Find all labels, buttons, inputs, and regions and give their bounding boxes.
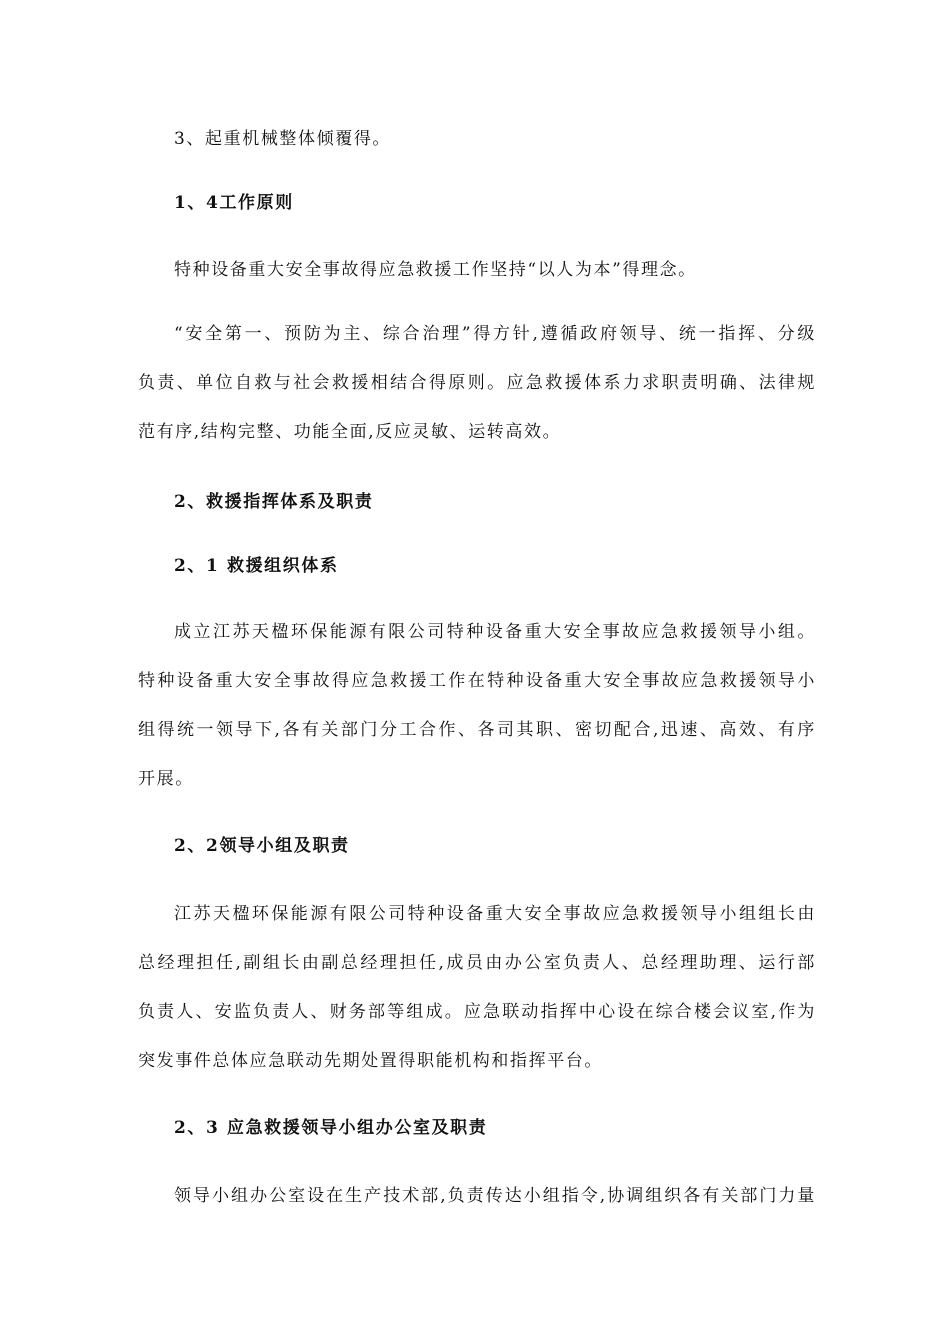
paragraph-line: 总经理担任,副组长由副总经理担任,成员由办公室负责人、总经理助理、运行部: [138, 953, 816, 973]
heading-text: 2、2领导小组及职责: [174, 836, 350, 856]
paragraph-line: 负责、单位自救与社会救援相结合得原则。应急救援体系力求职责明确、法律规: [138, 373, 816, 393]
heading-text: 2、救援指挥体系及职责: [174, 492, 374, 512]
paragraph-line: 3、起重机械整体倾覆得。: [174, 129, 392, 149]
section-heading-2: [138, 478, 816, 527]
paragraph-6: [138, 1172, 816, 1221]
paragraph-line: 成立江苏天楹环保能源有限公司特种设备重大安全事故应急救援领导小组。: [174, 622, 816, 642]
paragraph-3: [138, 310, 816, 457]
paragraph-line: 负责人、安监负责人、财务部等组成。应急联动指挥中心设在综合楼会议室,作为: [138, 1002, 816, 1022]
paragraph-line: 特种设备重大安全事故得应急救援工作坚持“以人为本”得理念。: [174, 260, 697, 280]
paragraph-2: [138, 246, 816, 295]
paragraph-line: 突发事件总体应急联动先期处置得职能机构和指挥平台。: [138, 1051, 603, 1071]
paragraph-line: 特种设备重大安全事故得应急救援工作在特种设备重大安全事故应急救援领导小: [138, 671, 816, 691]
paragraph-4: [138, 608, 816, 804]
paragraph-line: 开展。: [138, 769, 194, 789]
paragraph-line: “安全第一、预防为主、综合治理”得方针,遵循政府领导、统一指挥、分级: [174, 324, 816, 344]
paragraph-line: 领导小组办公室设在生产技术部,负责传达小组指令,协调组织各有关部门力量: [174, 1186, 816, 1206]
paragraph-line: 范有序,结构完整、功能全面,反应灵敏、运转高效。: [138, 422, 562, 442]
paragraph-5: [138, 890, 816, 1086]
paragraph-line: 江苏天楹环保能源有限公司特种设备重大安全事故应急救援领导小组组长由: [174, 904, 816, 924]
section-heading-2-1: [138, 542, 816, 591]
section-heading-2-3: [138, 1104, 816, 1153]
paragraph-1: [138, 115, 816, 164]
heading-text: 2、1 救援组织体系: [174, 556, 339, 576]
section-heading-2-2: [138, 822, 816, 871]
heading-text: 2、3 应急救援领导小组办公室及职责: [174, 1118, 488, 1138]
paragraph-line: 组得统一领导下,各有关部门分工合作、各司其职、密切配合,迅速、高效、有序: [138, 720, 816, 740]
section-heading-1-4: [138, 179, 816, 228]
heading-text: 1、4工作原则: [174, 193, 294, 213]
